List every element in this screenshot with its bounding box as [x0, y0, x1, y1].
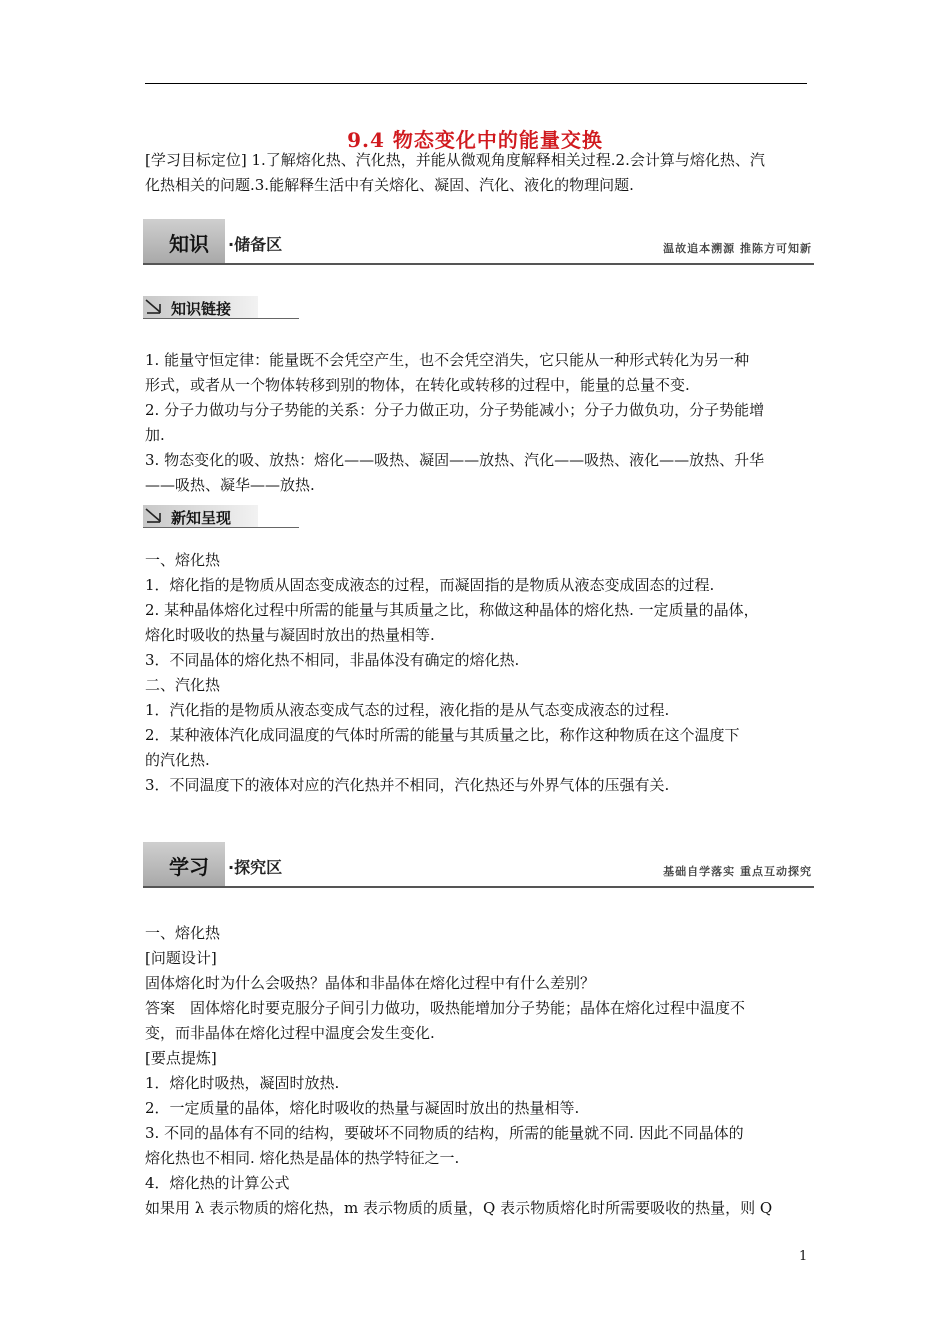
section-banner-knowledge [143, 219, 814, 265]
new-knowledge-text [145, 548, 810, 798]
text-line: 熔化热也不相同. 熔化热是晶体的热学特征之一. [145, 1149, 460, 1167]
section-banner-study [143, 842, 814, 888]
text-line: 3. 物态变化的吸、放热：熔化——吸热、凝固——放热、汽化——吸热、液化——放热、升华 [145, 451, 765, 469]
text-line: 3．不同晶体的熔化热不相同，非晶体没有确定的熔化热. [145, 651, 520, 669]
text-line: 1．熔化时吸热，凝固时放热. [145, 1074, 340, 1092]
header-rule [145, 83, 807, 84]
objectives-line: [学习目标定位] 1.了解熔化热、汽化热，并能从微观角度解释相关过程.2.会计算与熔化热、汽 [145, 151, 765, 169]
banner-motto: 温故追本溯源 推陈方可知新 [663, 242, 812, 255]
subsection-rule [143, 318, 299, 319]
text-line: 3．不同温度下的液体对应的汽化热并不相同，汽化热还与外界气体的压强有关. [145, 776, 670, 794]
page-number: 1 [799, 1249, 808, 1264]
text-line: 3. 不同的晶体有不同的结构，要破坏不同物质的结构，所需的能量就不同. 因此不同晶体的 [145, 1124, 744, 1142]
banner-title: 学习 [169, 855, 209, 879]
corner-arrow-icon [145, 298, 161, 314]
learning-objectives [145, 148, 810, 198]
text-line: 固体熔化时为什么会吸热？晶体和非晶体在熔化过程中有什么差别？ [145, 974, 596, 992]
banner-subtitle: ·探究区 [228, 858, 283, 877]
text-line: 答案 固体熔化时要克服分子间引力做功，吸热能增加分子势能；晶体在熔化过程中温度不 [145, 999, 746, 1017]
banner-subtitle: ·储备区 [228, 235, 283, 254]
text-line: 2．某种液体汽化成同温度的气体时所需的能量与其质量之比，称作这种物质在这个温度下 [145, 726, 740, 744]
banner-rule [143, 886, 814, 888]
text-line: 1．熔化指的是物质从固态变成液态的过程，而凝固指的是物质从液态变成固态的过程. [145, 576, 715, 594]
text-line: 2．一定质量的晶体，熔化时吸收的热量与凝固时放出的热量相等. [145, 1099, 580, 1117]
text-line: 二、汽化热 [145, 676, 221, 694]
text-line: 1．汽化指的是物质从液态变成气态的过程，液化指的是从气态变成液态的过程. [145, 701, 670, 719]
subsection-title: 新知呈现 [171, 509, 232, 527]
page-title: 9.4 物态变化中的能量交换 [347, 128, 603, 152]
banner-title: 知识 [169, 232, 209, 256]
text-line: 1. 能量守恒定律：能量既不会凭空产生，也不会凭空消失，它只能从一种形式转化为另一种 [145, 351, 750, 369]
text-line: [要点提炼] [145, 1049, 217, 1067]
text-line: 形式，或者从一个物体转移到别的物体，在转化或转移的过程中，能量的总量不变. [145, 376, 690, 394]
corner-arrow-icon [145, 507, 161, 523]
text-line: 加. [145, 426, 165, 444]
subsection-header-links [143, 296, 299, 320]
subsection-rule [143, 527, 299, 528]
text-line: 变，而非晶体在熔化过程中温度会发生变化. [145, 1024, 435, 1042]
text-line: 4．熔化热的计算公式 [145, 1174, 290, 1192]
banner-motto: 基础自学落实 重点互动探究 [663, 865, 812, 878]
banner-rule [143, 263, 814, 265]
text-line: 2. 某种晶体熔化过程中所需的能量与其质量之比，称做这种晶体的熔化热. 一定质量的晶体， [145, 601, 759, 619]
text-line: 一、熔化热 [145, 551, 221, 569]
text-line: [问题设计] [145, 949, 217, 967]
subsection-title: 知识链接 [171, 300, 232, 318]
objectives-line: 化热相关的问题.3.能解释生活中有关熔化、凝固、汽化、液化的物理问题. [145, 176, 634, 194]
text-line: 熔化时吸收的热量与凝固时放出的热量相等. [145, 626, 435, 644]
text-line: 一、熔化热 [145, 924, 221, 942]
text-line: ——吸热、凝华——放热. [145, 476, 315, 494]
text-line: 如果用 λ 表示物质的熔化热，m 表示物质的质量，Q 表示物质熔化时所需要吸收的热量，则 Q [145, 1199, 773, 1217]
study-section-text [145, 921, 810, 1221]
text-line: 的汽化热. [145, 751, 210, 769]
subsection-header-new-knowledge [143, 505, 299, 529]
knowledge-links-text [145, 348, 810, 498]
text-line: 2. 分子力做功与分子势能的关系：分子力做正功，分子势能减小；分子力做负功，分子势能增 [145, 401, 765, 419]
